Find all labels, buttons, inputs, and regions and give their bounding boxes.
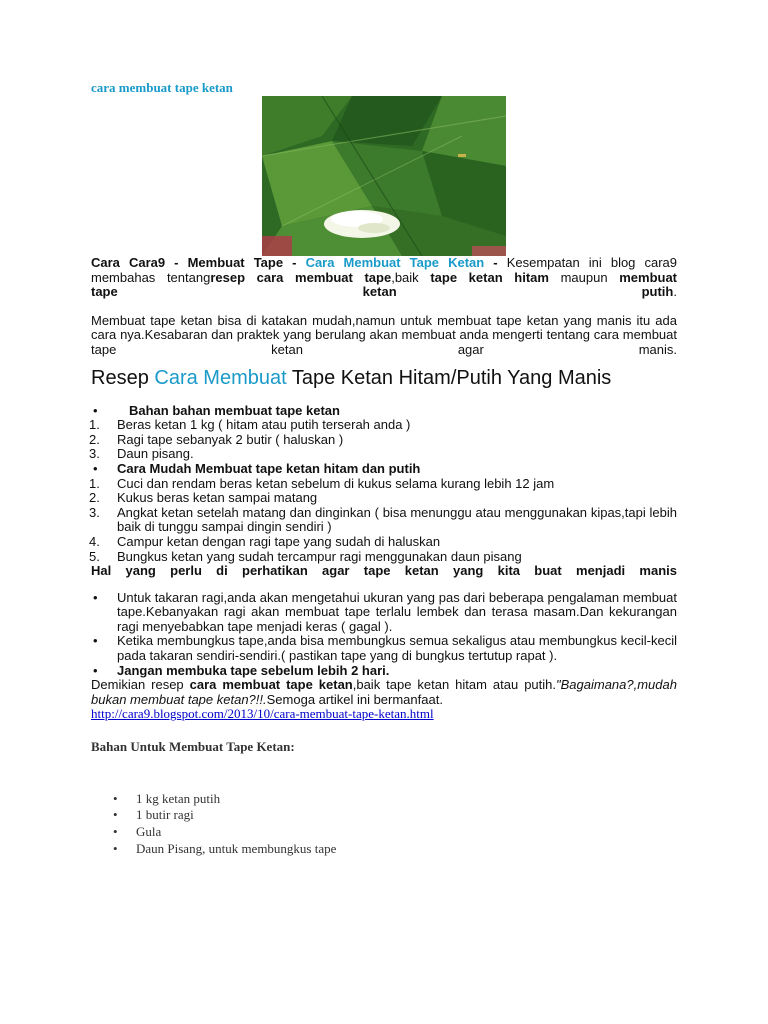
recipe-heading: Resep Cara Membuat Tape Ketan Hitam/Putih Yang Manis (91, 366, 612, 389)
cara-list (91, 477, 677, 565)
list-item: 3. Daun pisang. (89, 446, 194, 462)
intro-line-2: membahas tentangresep cara membuat tape,baik tape ketan hitam maupun membuat (91, 269, 678, 285)
list-item: 2. Ragi tape sebanyak 2 butir ( haluskan ) (89, 431, 344, 447)
list-item: 5. Bungkus ketan yang sudah tercampur ragi menggunakan daun pisang (89, 548, 522, 564)
bahan-list (91, 418, 677, 462)
bahan-section (91, 404, 677, 419)
intro-line-3: tape ketan putih. (91, 284, 677, 300)
source-link[interactable]: http://cara9.blogspot.com/2013/10/cara-membuat-tape-ketan.html (91, 706, 434, 722)
closing-paragraph: Demikian resep cara membuat tape ketan,baik tape ketan hitam atau putih."Bagaimana?,mudah bukan membuat tape ketan?!!.Semoga artikel ini bermanfaat. (91, 677, 677, 707)
list-item: • Daun Pisang, untuk membungkus tape (91, 841, 677, 858)
intro-line-1: Cara Cara9 - Membuat Tape - Cara Membuat Tape Ketan - Kesempatan ini blog cara9 (91, 255, 678, 270)
list-item: • Untuk takaran ragi,anda akan mengetahui ukuran yang pas dari beberapa pengalaman membuat tape.Kebanyakan ragi akan membuat tape terlalu lembek dan terasa masam.Dan kekurangan ragi menyebabkan tape menjadi keras ( gagal ). (91, 591, 677, 635)
list-item: 2. Kukus beras ketan sampai matang (89, 490, 318, 506)
list-item: 1. Cuci dan rendam beras ketan sebelum di kukus selama kurang lebih 12 jam (89, 475, 555, 491)
list-item: • 1 butir ragi (91, 807, 677, 824)
banana-leaf-wrapped-tape-ketan-photo (262, 96, 506, 256)
bahan-title: • Bahan bahan membuat tape ketan (91, 404, 677, 419)
list-item: • Ketika membungkus tape,anda bisa membungkus semua sekaligus atau membungkus kecil-kecil pada takaran sendiri-sendiri.( pastikan tape yang di bungkus tertutup rapat ). (91, 634, 677, 663)
list-item: 4. Campur ketan dengan ragi tape yang sudah di haluskan (89, 533, 441, 549)
heading-link[interactable]: Cara Membuat (154, 366, 287, 389)
list-item: • 1 kg ketan putih (91, 791, 677, 808)
section-2-list (91, 791, 677, 858)
cara-section (91, 462, 677, 477)
list-item: • Jangan membuka tape sebelum lebih 2 hari. (91, 664, 677, 679)
top-title-link[interactable]: cara membuat tape ketan (91, 80, 233, 95)
tips-list (91, 591, 677, 679)
section-2-title: Bahan Untuk Membuat Tape Ketan: (91, 739, 295, 755)
list-item: 1. Beras ketan 1 kg ( hitam atau putih terserah anda ) (89, 417, 411, 433)
cara-title: • Cara Mudah Membuat tape ketan hitam dan putih (91, 462, 677, 477)
intro-paragraph-2: Membuat tape ketan bisa di katakan mudah,namun untuk membuat tape ketan yang manis itu ada cara nya.Kesabaran dan praktek yang berulang akan membuat anda mengerti tentang cara membuat tape ketan agar manis. (91, 312, 677, 357)
intro-link-title[interactable]: Cara Membuat Tape Ketan (305, 255, 485, 270)
tips-title: Hal yang perlu di perhatikan agar tape ketan yang kita buat menjadi manis (91, 563, 677, 579)
list-item: 3. Angkat ketan setelah matang dan dinginkan ( bisa menunggu atau menggunakan kipas,tapi lebih baik di tunggu sampai dingin sendiri ) (89, 504, 677, 535)
article-body (91, 256, 677, 858)
list-item: • Gula (91, 824, 677, 841)
